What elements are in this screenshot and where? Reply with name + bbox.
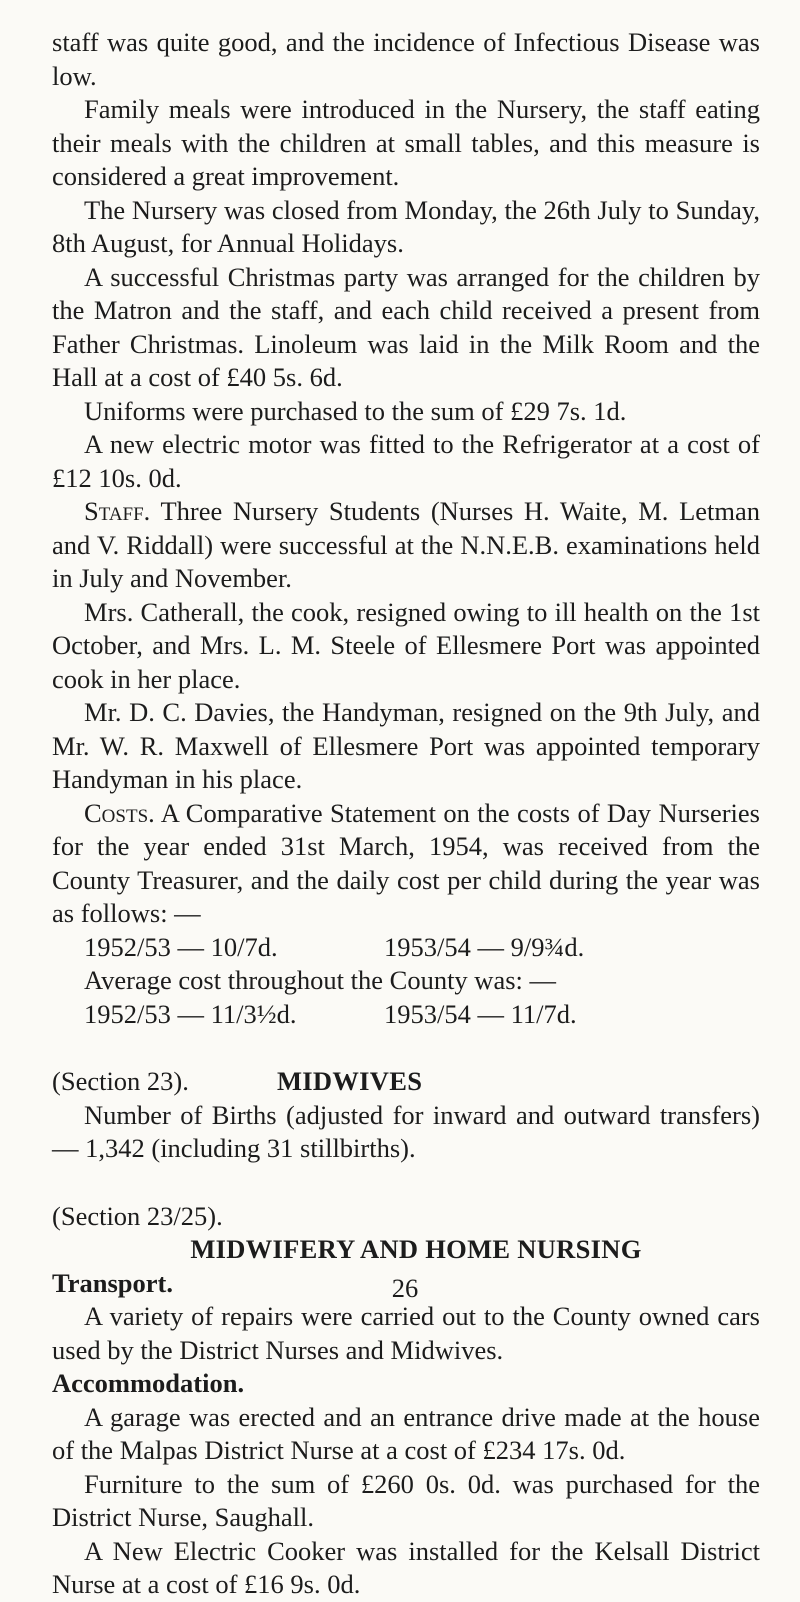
paragraph-electric-motor: A new electric motor was fitted to the Refrigerator at a cost of £12 10s. 0d.: [52, 429, 760, 493]
midwifery-section-ref: (Section 23/25).: [52, 1200, 223, 1231]
paragraph-handyman: Mr. D. C. Davies, the Handyman, resigned on the 9th July, and Mr. W. R. Maxwell of Ellesmere Port was appointed temporary Handyman in his place.: [52, 697, 760, 794]
paragraph-garage: A garage was erected and an entrance drive made at the house of the Malpas District Nurse at a cost of £234 17s. 0d.: [52, 1401, 760, 1465]
staff-label: Staff.: [84, 496, 151, 526]
costs-text: A Comparative Statement on the costs of Day Nurseries for the year ended 31st March, 1954, was received from the County Treasurer, and the daily cost per child during the year was as follows: —: [52, 797, 760, 928]
daily-cost-1952-53: 1952/53 — 10/7d.: [84, 931, 278, 962]
accommodation-heading: Accommodation.: [52, 1368, 245, 1398]
paragraph-costs: [52, 797, 760, 931]
costs-label: Costs.: [84, 797, 155, 828]
paragraph-staff: [52, 495, 760, 596]
midwives-section-ref: (Section 23).: [52, 1066, 189, 1096]
average-cost-1953-54: 1953/54 — 11/7d.: [384, 998, 577, 1029]
paragraph-cook: Mrs. Catherall, the cook, resigned owing to ill health on the 1st October, and Mrs. L. M. Steele of Ellesmere Port was appointed cook in her place.: [52, 596, 760, 694]
paragraph-uniforms: Uniforms were purchased to the sum of £29 7s. 1d.: [84, 395, 627, 426]
transport-heading: Transport.: [52, 1267, 173, 1298]
average-cost-label: Average cost throughout the County was: —: [84, 965, 557, 995]
daily-cost-figures: [52, 931, 760, 965]
paragraph-births: Number of Births (adjusted for inward and outward transfers) — 1,342 (including 31 stillbirths).: [52, 1099, 760, 1163]
paragraph-family-meals: Family meals were introduced in the Nursery, the staff eating their meals with the children at small tables, and this measure is considered a great improvement.: [52, 94, 760, 191]
paragraph-transport: A variety of repairs were carried out to the County owned cars used by the District Nurses and Midwives.: [52, 1301, 760, 1365]
staff-text: Three Nursery Students (Nurses H. Waite, M. Letman and V. Riddall) were successful at the N.N.E.B. examinations held in July and November.: [52, 496, 760, 593]
paragraph-furniture: Furniture to the sum of £260 0s. 0d. was purchased for the District Nurse, Saughall.: [52, 1468, 760, 1532]
midwives-heading: MIDWIVES: [277, 1066, 423, 1096]
midwives-heading-row: [52, 1065, 760, 1099]
average-cost-figures: [52, 998, 760, 1032]
daily-cost-1953-54: 1953/54 — 9/9¾d.: [384, 931, 585, 962]
paragraph-holidays: The Nursery was closed from Monday, the 26th July to Sunday, 8th August, for Annual Holidays.: [52, 194, 760, 258]
page-number: 26: [391, 1273, 419, 1303]
midwifery-heading: MIDWIFERY AND HOME NURSING: [190, 1234, 642, 1264]
paragraph-cooker: A New Electric Cooker was installed for the Kelsall District Nurse at a cost of £16 9s. 0d.: [52, 1535, 760, 1599]
paragraph-christmas-party: A successful Christmas party was arranged for the children by the Matron and the staff, and each child received a present from Father Christmas. Linoleum was laid in the Milk Room and the Hall at a cost of £40 5s. 6d.: [52, 261, 760, 392]
paragraph-incidence: staff was quite good, and the incidence of Infectious Disease was low.: [52, 27, 760, 91]
average-cost-1952-53: 1952/53 — 11/3½d.: [84, 998, 297, 1029]
